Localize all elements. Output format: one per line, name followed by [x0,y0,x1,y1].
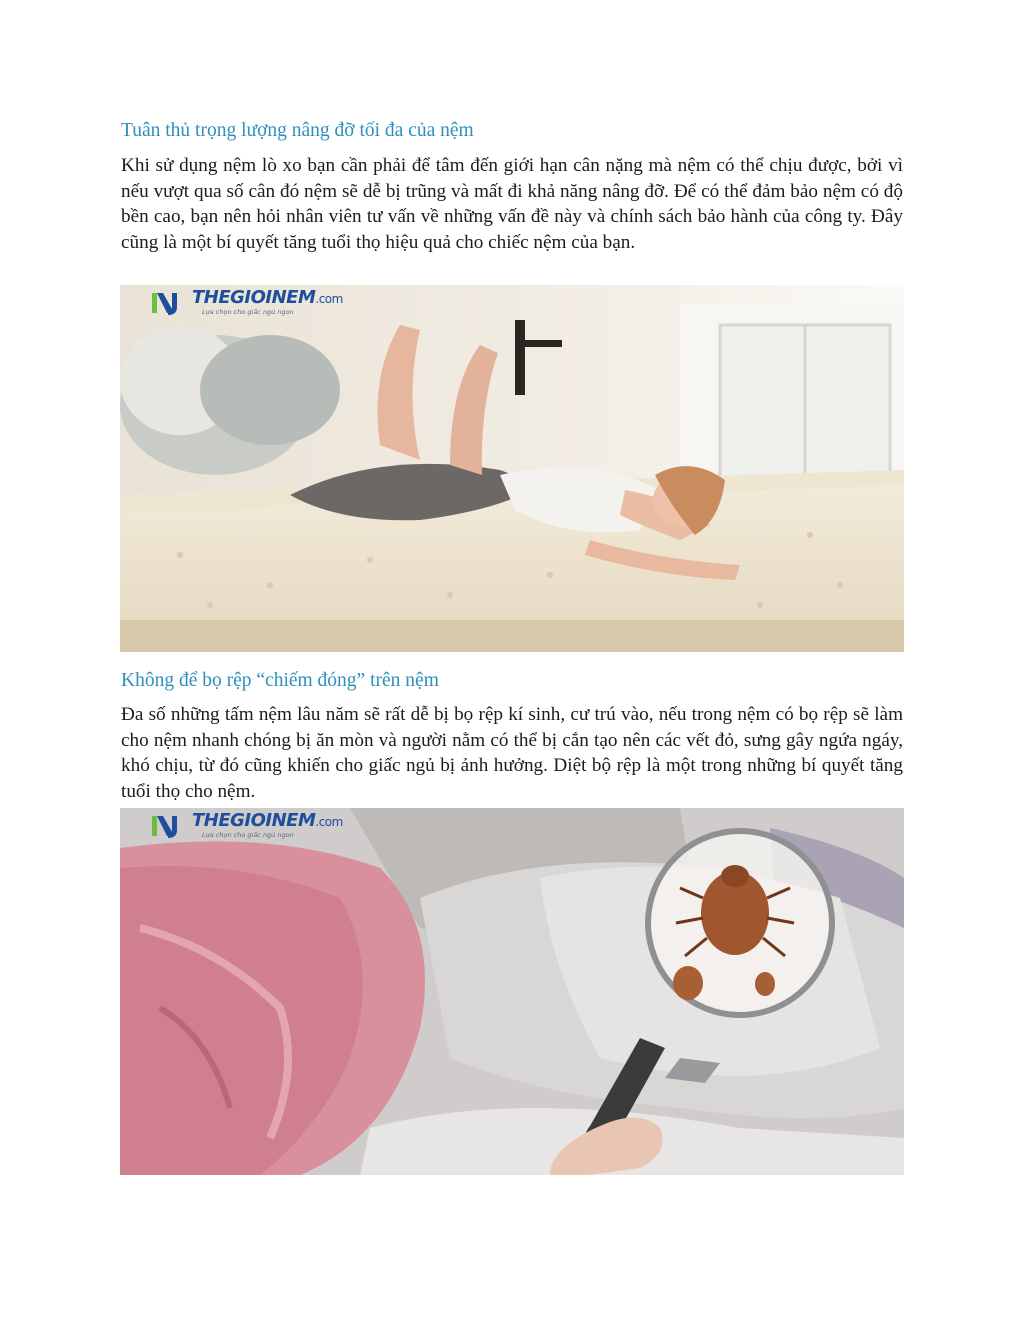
logo-tagline: Lựa chọn cho giấc ngủ ngon [202,308,294,316]
logo-suffix: .com [315,292,343,306]
logo-name: THEGIOINEM [192,287,316,308]
section-paragraph-weight: Khi sử dụng nệm lò xo bạn cần phải để tâm đến giới hạn cân nặng mà nệm có thể chịu được, bởi vì nếu vượt qua số cân đó nệm sẽ dễ bị trũng và mất đi khả năng nâng đỡ. Để có thể đảm bảo nệm có độ bền cao, bạn nên hỏi nhân viên tư vấn về những vấn đề này và chính sách bảo hành của công ty. Đây cũng là một bí quyết tăng tuổi thọ hiệu quả cho chiếc nệm của bạn. [121,155,903,253]
mattress-photo [120,285,904,652]
section-heading-weight: Tuân thủ trọng lượng nâng đỡ tối đa của nệm [121,120,474,141]
logo-suffix: .com [315,815,343,829]
logo-mark-icon [150,289,184,317]
section-paragraph-bedbugs: Đa số những tấm nệm lâu năm sẽ rất dễ bị bọ rệp kí sinh, cư trú vào, nếu trong nệm có bọ rệp sẽ làm cho nệm nhanh chóng bị ăn mòn và người nằm có thể bị cắn tạo nên các vết đỏ, sưng gây ngứa ngáy, khó chịu, từ đó cũng khiến cho giấc ngủ bị ảnh hưởng. Diệt bộ rệp là một trong những bí quyết tăng tuổi thọ cho nệm. [121,704,903,802]
thegioinem-logo-2 [150,812,343,840]
bedbug-photo-illustration [120,808,904,1175]
logo-name: THEGIOINEM [192,810,316,831]
bedbug-photo [120,808,904,1175]
section-heading-bedbugs: Không để bọ rệp “chiếm đóng” trên nệm [121,670,439,691]
thegioinem-logo [150,289,343,317]
logo-tagline: Lựa chọn cho giấc ngủ ngon [202,831,294,839]
logo-mark-icon [150,812,184,840]
mattress-photo-illustration [120,285,904,652]
